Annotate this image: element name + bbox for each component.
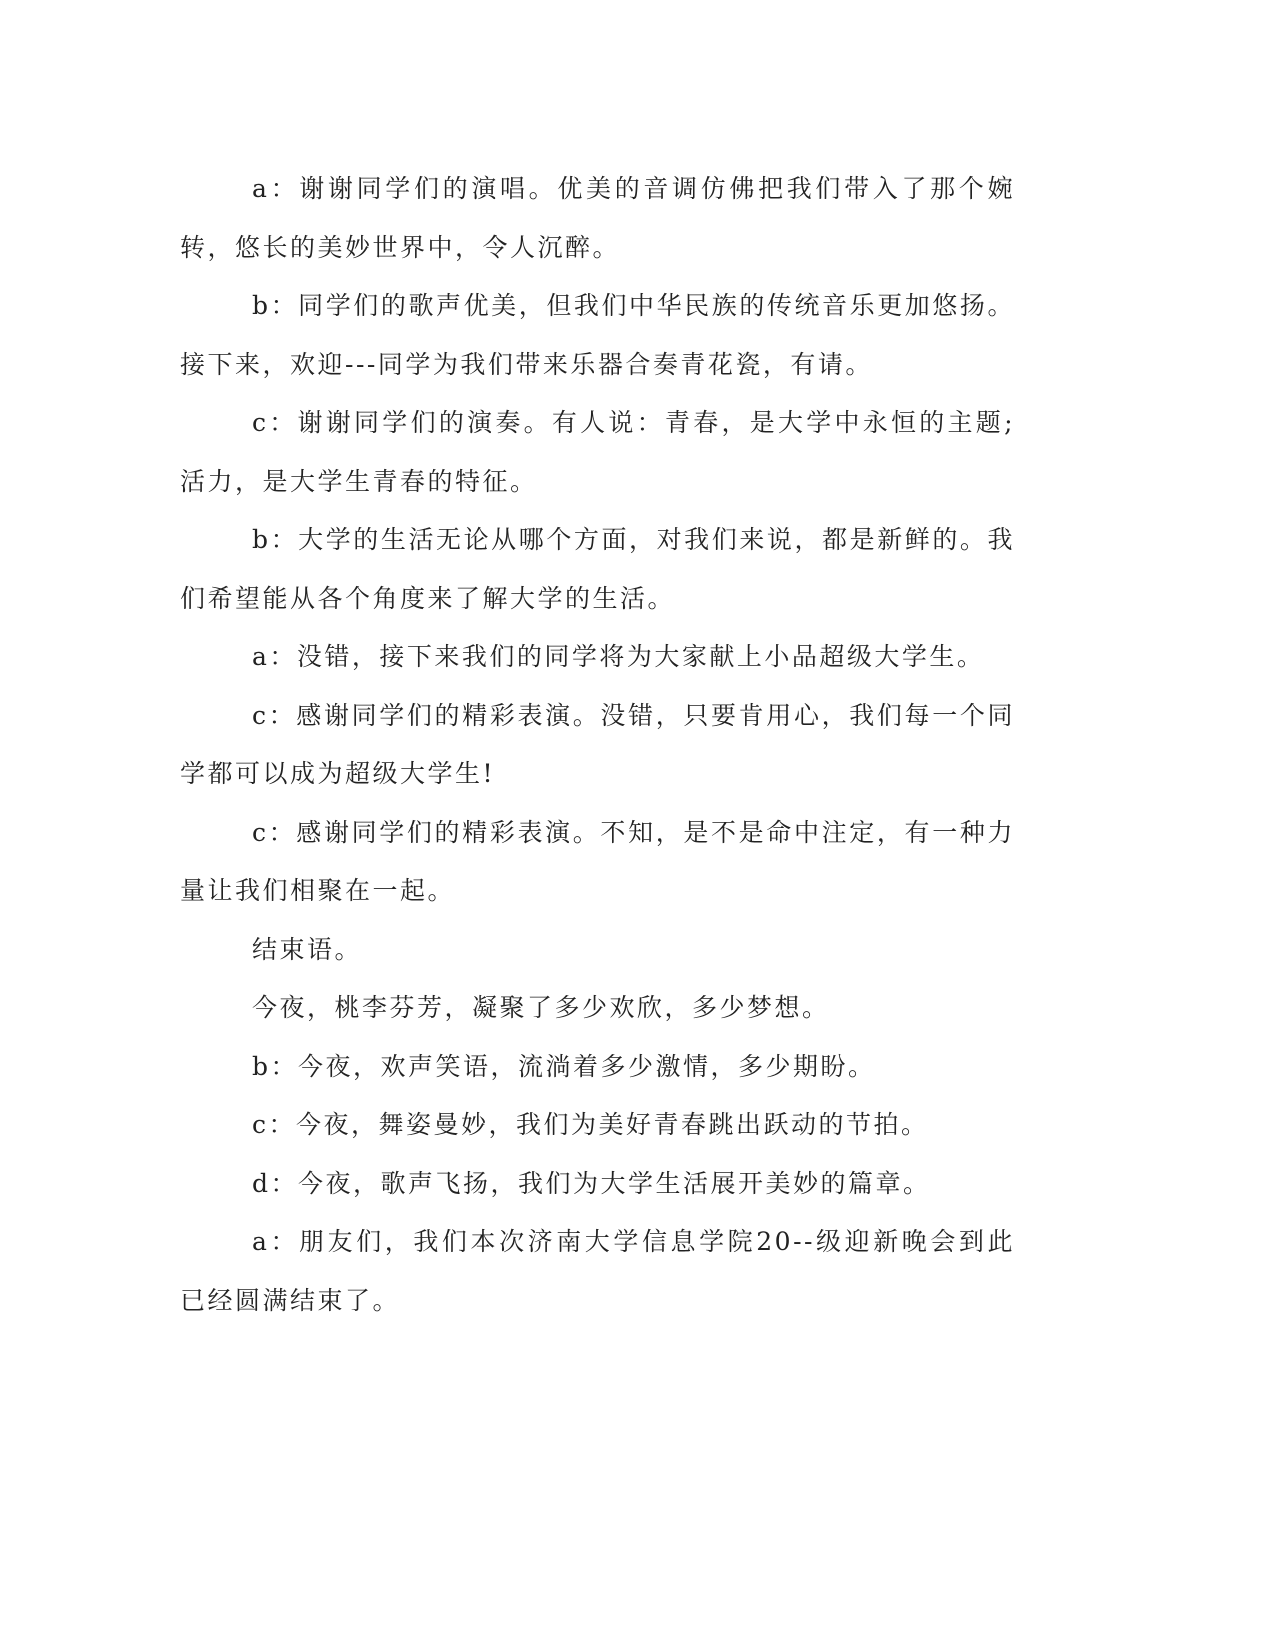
- paragraph-2: b：同学们的歌声优美，但我们中华民族的传统音乐更加悠扬。接下来，欢迎---同学为我们带来乐器合奏青花瓷，有请。: [180, 291, 1015, 379]
- document-body: [180, 160, 1015, 1330]
- paragraph-7: c：感谢同学们的精彩表演。不知，是不是命中注定，有一种力量让我们相聚在一起。: [180, 817, 1015, 905]
- paragraph-13: a：朋友们，我们本次济南大学信息学院20--级迎新晚会到此已经圆满结束了。: [180, 1227, 1015, 1315]
- paragraph-9: 今夜，桃李芬芳，凝聚了多少欢欣，多少梦想。: [252, 993, 830, 1022]
- paragraph-1: a：谢谢同学们的演唱。优美的音调仿佛把我们带入了那个婉转，悠长的美妙世界中，令人沉醉。: [180, 174, 1015, 262]
- paragraph-12: d：今夜，歌声飞扬，我们为大学生活展开美妙的篇章。: [252, 1168, 931, 1198]
- paragraph-5: a：没错，接下来我们的同学将为大家献上小品超级大学生。: [252, 642, 985, 671]
- paragraph-4: b：大学的生活无论从哪个方面，对我们来说，都是新鲜的。我们希望能从各个角度来了解大学的生活。: [180, 525, 1015, 613]
- paragraph-3: c：谢谢同学们的演奏。有人说：青春，是大学中永恒的主题;活力，是大学生青春的特征。: [180, 408, 1015, 496]
- paragraph-11: c：今夜，舞姿曼妙，我们为美好青春跳出跃动的节拍。: [252, 1110, 929, 1139]
- paragraph-8: 结束语。: [252, 934, 363, 964]
- paragraph-10: b：今夜，欢声笑语，流淌着多少激情，多少期盼。: [252, 1051, 876, 1081]
- paragraph-6: c：感谢同学们的精彩表演。没错，只要肯用心，我们每一个同学都可以成为超级大学生!: [180, 700, 1015, 788]
